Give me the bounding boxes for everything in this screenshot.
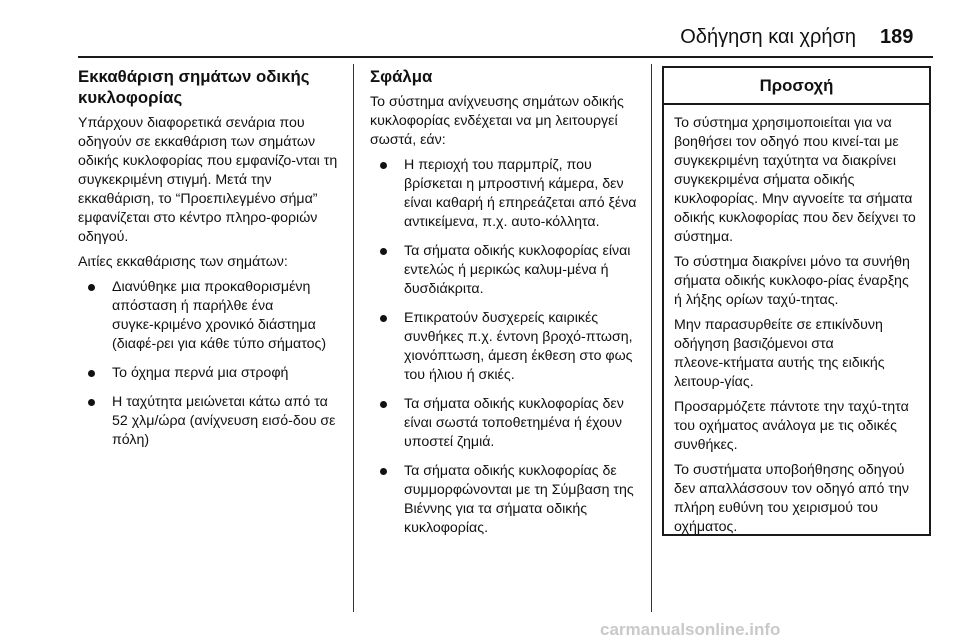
caution-box <box>662 66 931 536</box>
list-item: Επικρατούν δυσχερείς καιρικές συνθήκες π.χ. έντονη βροχό‑πτωση, χιονόπτωση, άμεση έκθεση στο φως του ήλιου ή σκιές. <box>370 309 640 385</box>
bullet-icon <box>380 401 387 408</box>
bullet-icon <box>88 284 95 291</box>
clearing-paragraph: Υπάρχουν διαφορετικά σενάρια που οδηγούν σε εκκαθάριση των σημάτων οδικής κυκλοφορίας που εμφανίζο‑νται τη συγκεκριμένη στιγμή. Μετά την εκκαθάριση, το “Προεπιλεγμένο σήμα” εμφανίζεται στο κέντρο πληρο‑φοριών οδηγού. <box>78 115 338 245</box>
clearing-causes-intro: Αιτίες εκκαθάρισης των σημάτων: <box>78 254 288 270</box>
column-clearing-signs <box>78 66 346 460</box>
page-number: 189 <box>880 26 914 48</box>
list-item: Τα σήματα οδικής κυκλοφορίας δεν είναι σωστά τοποθετημένα ή έχουν υποστεί ζημιά. <box>370 395 640 452</box>
bullet-icon <box>88 370 95 377</box>
bullet-icon <box>88 399 95 406</box>
list-item: Το όχημα περνά μια στροφή <box>78 364 346 383</box>
bullet-icon <box>380 162 387 169</box>
caution-paragraph: Μην παρασυρθείτε σε επικίνδυνη οδήγηση βασιζόμενοι στα πλεονε‑κτήματα αυτής της ειδικής λειτουρ‑γίας. <box>674 317 885 390</box>
list-item: Τα σήματα οδικής κυκλοφορίας είναι εντελώς ή μερικώς καλυμ‑μένα ή δυσδιάκριτα. <box>370 242 640 299</box>
running-header-title: Οδήγηση και χρήση <box>680 26 856 48</box>
fault-intro: Το σύστημα ανίχνευσης σημάτων οδικής κυκλοφορίας ενδέχεται να μη λειτουργεί σωστά, εάν: <box>370 94 624 148</box>
watermark: carmanualsonline.info <box>600 620 781 639</box>
caution-body <box>664 105 929 537</box>
caution-paragraph: Προσαρμόζετε πάντοτε την ταχύ‑τητα του οχήματος ανάλογα με τις οδικές συνθήκες. <box>674 399 909 453</box>
header-rule <box>78 56 933 58</box>
bullet-icon <box>380 248 387 255</box>
caution-paragraph: Το σύστημα διακρίνει μόνο τα συνήθη σήματα οδικής κυκλοφο‑ρίας έναρξης ή λήξης ορίων ταχύ‑τητας. <box>674 254 910 308</box>
column-divider-right <box>651 64 652 612</box>
clearing-causes-list <box>78 278 346 450</box>
bullet-icon <box>380 468 387 475</box>
list-item: Η περιοχή του παρμπρίζ, που βρίσκεται η μπροστινή κάμερα, δεν είναι καθαρή ή επηρεάζεται από ξένα αντικείμενα, π.χ. αυτο‑κόλλητα. <box>370 156 640 232</box>
list-item: Η ταχύτητα μειώνεται κάτω από τα 52 χλμ/ώρα (ανίχνευση εισό‑δου σε πόλη) <box>78 393 346 450</box>
fault-conditions-list <box>370 156 640 538</box>
bullet-icon <box>380 315 387 322</box>
list-item: Διανύθηκε μια προκαθορισμένη απόσταση ή παρήλθε ένα συγκε‑κριμένο χρονικό διάστημα (διαφέ‑ρει για κάθε τύπο σήματος) <box>78 278 346 354</box>
column-divider-left <box>353 64 354 612</box>
list-item: Τα σήματα οδικής κυκλοφορίας δε συμμορφώνονται με τη Σύμβαση της Βιέννης για τα σήματα οδικής κυκλοφορίας. <box>370 462 640 538</box>
section-heading-clearing: Εκκαθάριση σημάτων οδικής κυκλοφορίας <box>78 67 310 107</box>
section-heading-fault: Σφάλμα <box>370 67 433 86</box>
caution-paragraph: Το συστήματα υποβοήθησης οδηγού δεν απαλλάσσουν τον οδηγό από την πλήρη ευθύνη του χειρισμού του οχήματος. <box>674 462 909 535</box>
column-fault <box>370 66 640 548</box>
caution-title: Προσοχή <box>664 68 929 105</box>
caution-paragraph: Το σύστημα χρησιμοποιείται για να βοηθήσει τον οδηγό που κινεί‑ται με συγκεκριμένη ταχύτητα να διακρίνει συγκεκριμένα σήματα οδικής κυκλοφορίας. Μην αγνοείτε τα σήματα οδικής κυκλοφορίας που δεν δείχνει το σύστημα. <box>674 115 916 245</box>
